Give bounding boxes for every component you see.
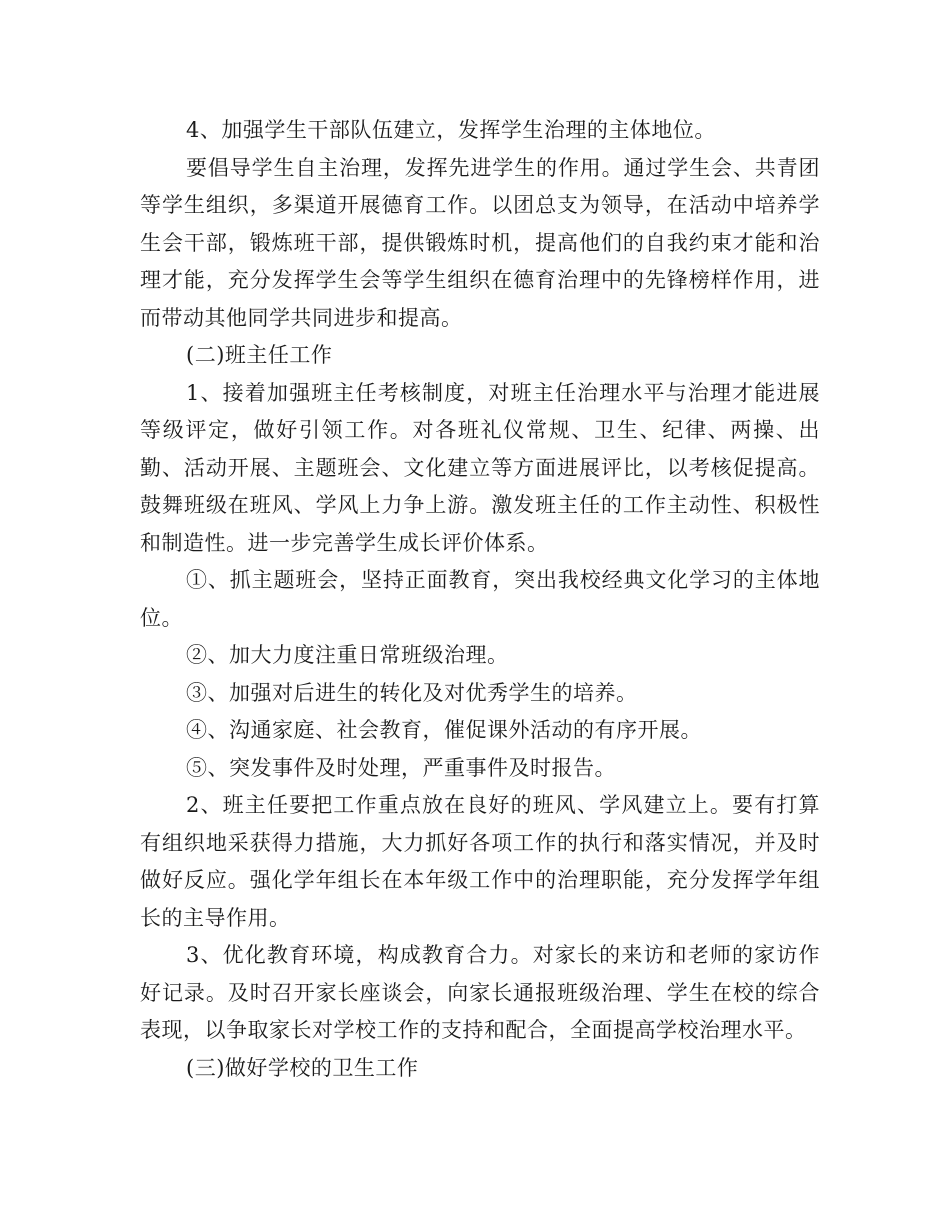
item-1-head-teacher-assessment: 1、接着加强班主任考核制度，对班主任治理水平与治理才能进展等级评定，做好引领工作。对各班礼仪常规、卫生、纪律、两操、出勤、活动开展、主题班会、文化建立等方面进展评比，以考核促提高。鼓舞班级在班风、学风上力争上游。激发班主任的工作主动性、积极性和制造性。进一步完善学生成长评价体系。: [140, 380, 820, 555]
document-body: [140, 112, 820, 1087]
item-4-student-cadres: 4、加强学生干部队伍建立，发挥学生治理的主体地位。: [186, 118, 716, 142]
sub-item-3-student-cultivation: ③、加强对后进生的转化及对优秀学生的培养。: [186, 680, 638, 705]
section-heading-head-teacher-work: (二)班主任工作: [186, 343, 333, 367]
sub-item-4-family-society-education: ④、沟通家庭、社会教育，催促课外活动的有序开展。: [186, 718, 702, 742]
item-2-class-style-building: 2、班主任要把工作重点放在良好的班风、学风建立上。要有打算有组织地采获得力措施，大力抓好各项工作的执行和落实情况，并及时做好反应。强化学年组长在本年级工作中的治理职能，充分发挥学年组长的主导作用。: [140, 793, 820, 930]
sub-item-2-daily-class-management: ②、加大力度注重日常班级治理。: [186, 643, 509, 667]
item-3-education-environment: 3、优化教育环境，构成教育合力。对家长的来访和老师的家访作好记录。及时召开家长座谈会，向家长通报班级治理、学生在校的综合表现，以争取家长对学校工作的支持和配合，全面提高学校治理水平。: [140, 943, 820, 1042]
sub-item-1-theme-class-meeting: ①、抓主题班会，坚持正面教育，突出我校经典文化学习的主体地位。: [140, 568, 820, 630]
section-heading-school-hygiene: (三)做好学校的卫生工作: [186, 1055, 419, 1080]
student-self-governance-paragraph: 要倡导学生自主治理，发挥先进学生的作用。通过学生会、共青团等学生组织，多渠道开展德育工作。以团总支为领导，在活动中培养学生会干部，锻炼班干部，提供锻炼时机，提高他们的自我约束才能和治理才能，充分发挥学生会等学生组织在德育治理中的先锋榜样作用，进而带动其他同学共同进步和提高。: [140, 155, 820, 330]
sub-item-5-emergency-handling: ⑤、突发事件及时处理，严重事件及时报告。: [186, 755, 616, 780]
